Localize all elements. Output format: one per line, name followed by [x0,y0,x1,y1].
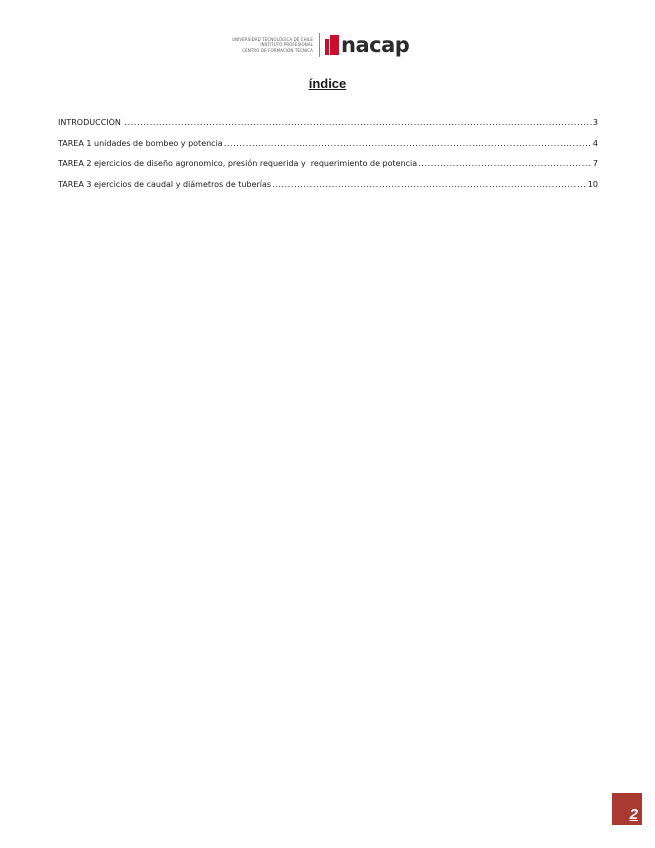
toc-entry-page: 7 [592,159,598,168]
toc-entry-page: 10 [587,179,598,189]
logo-line-2: INSTITUTO PROFESIONAL [260,42,313,48]
logo-line-1: UNIVERSIDAD TECNOLÓGICA DE CHILE [232,36,313,42]
page-number: 2 [629,806,638,823]
table-of-contents [58,118,598,200]
toc-entry[interactable] [58,118,598,139]
inacap-mark-icon [325,35,339,55]
toc-leader-dots [124,118,591,127]
toc-leader-dots [418,159,592,168]
toc-entry-title: TAREA 1 unidades de bombeo y potencia [58,138,223,148]
toc-entry[interactable] [58,180,598,201]
logo-wordmark: nacap [341,33,410,57]
inacap-logo [232,30,409,60]
toc-leader-dots [272,180,587,189]
logo-line-3: CENTRO DE FORMACIÓN TÉCNICA [242,47,313,53]
toc-entry-page: 3 [592,118,598,127]
logo-institution-lines [232,37,319,54]
toc-entry[interactable] [58,139,598,160]
toc-entry[interactable] [58,159,598,180]
toc-entry-title: TAREA 2 ejercicios de diseño agronomico, presión requerida y requerimiento de potencia [58,159,418,168]
toc-entry-title: INTRODUCCIÓN [58,118,124,127]
page-number-badge [612,793,642,825]
toc-entry-title: TAREA 3 ejercicios de caudal y diámetros de tuberías [58,179,272,189]
page-title: índice [308,76,347,91]
toc-leader-dots [224,139,592,148]
logo-divider [319,33,320,57]
toc-entry-page: 4 [592,138,598,148]
